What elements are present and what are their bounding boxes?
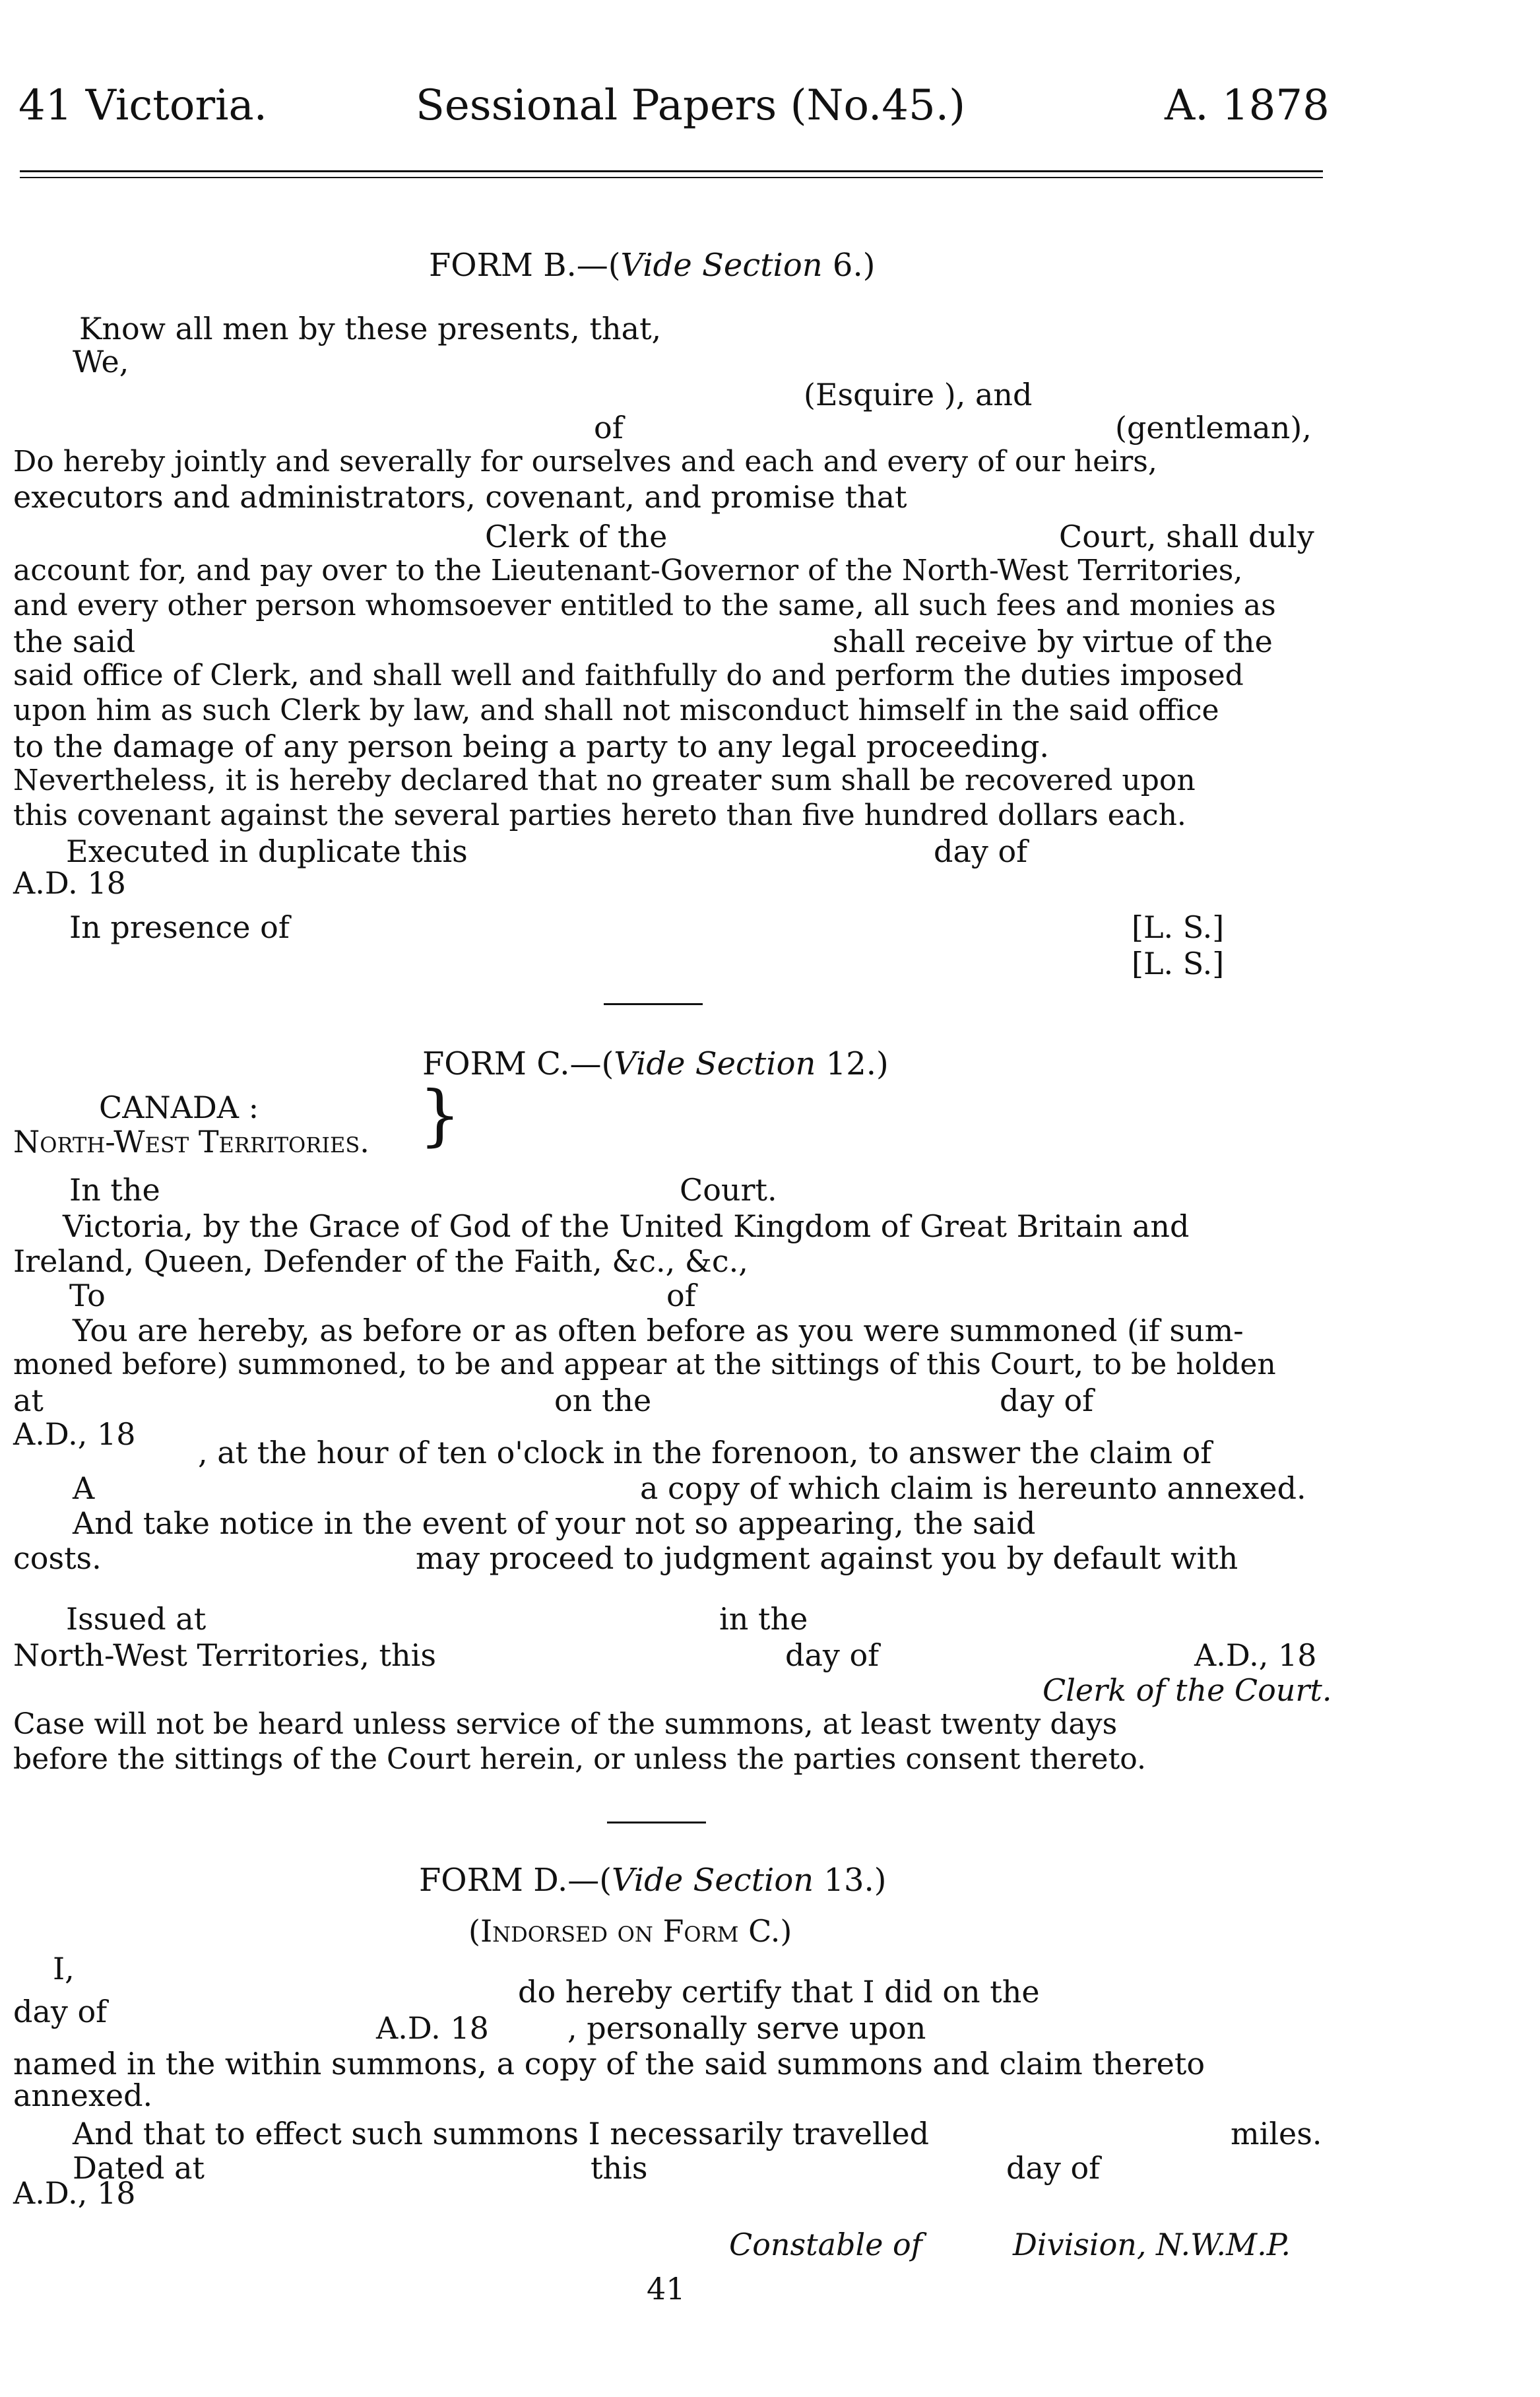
- form-c-line: North-West Territories.: [13, 1124, 369, 1160]
- header-left: 41 Victoria.: [18, 81, 267, 130]
- form-c-line: in the: [719, 1601, 808, 1637]
- form-c-title: FORM C.—(Vide Section 12.): [422, 1045, 889, 1082]
- form-c-line: To: [69, 1278, 106, 1313]
- form-c-line: North-West Territories, this: [13, 1637, 436, 1673]
- form-b-line: In presence of: [69, 909, 290, 945]
- header-rule-top: [20, 170, 1323, 172]
- form-c-line: Issued at: [66, 1601, 207, 1637]
- seal-ls-2: [L. S.]: [1132, 946, 1225, 981]
- form-b-line: to the damage of any person being a party to any legal proceeding.: [13, 729, 1050, 764]
- form-d-line: day of: [13, 1994, 108, 2029]
- form-d-line: Dated at: [73, 2150, 205, 2186]
- form-b-line: of: [594, 410, 624, 445]
- form-c-line: In the: [69, 1172, 160, 1208]
- form-c-line: , at the hour of ten o'clock in the forenoon, to answer the claim of: [198, 1435, 1212, 1470]
- form-d-signature-division: Division, N.W.M.P.: [1013, 2227, 1291, 2262]
- form-b-line: Court, shall duly: [1059, 519, 1314, 554]
- form-b-line: Nevertheless, it is hereby declared that no greater sum shall be recovered upon: [13, 764, 1196, 797]
- form-d-line: do hereby certify that I did on the: [518, 1974, 1040, 2010]
- seal-ls-1: [L. S.]: [1132, 909, 1225, 945]
- form-b-line: and every other person whomsoever entitled to the same, all such fees and monies as: [13, 589, 1276, 622]
- form-c-line: moned before) summoned, to be and appear at the sittings of this Court, to be holden: [13, 1348, 1276, 1381]
- form-d-line: (Indorsed on Form C.): [468, 1913, 792, 1949]
- form-b-title: FORM B.—(Vide Section 6.): [429, 247, 876, 284]
- form-c-line: at: [13, 1383, 44, 1418]
- form-b-line: said office of Clerk, and shall well and faithfully do and perform the duties imposed: [13, 659, 1244, 692]
- form-d-signature-constable: Constable of: [729, 2227, 922, 2262]
- form-b-line: A.D. 18: [13, 865, 126, 901]
- form-c-line: A.D., 18: [1194, 1637, 1317, 1673]
- form-b-line: shall receive by virtue of the: [833, 624, 1273, 659]
- form-d-line: And that to effect such summons I necessarily travelled: [73, 2116, 930, 2151]
- section-divider: [607, 1822, 706, 1823]
- form-c-line: day of: [1000, 1383, 1094, 1418]
- form-c-line: Victoria, by the Grace of God of the United Kingdom of Great Britain and: [63, 1208, 1190, 1244]
- form-b-line: (gentleman),: [1115, 410, 1312, 445]
- form-b-line: Clerk of the: [485, 519, 668, 554]
- form-d-line: I,: [53, 1951, 75, 1987]
- form-c-line: on the: [554, 1383, 652, 1418]
- form-c-line: costs.: [13, 1540, 102, 1576]
- form-c-line: And take notice in the event of your not so appearing, the said: [73, 1505, 1036, 1541]
- form-b-line: Know all men by these presents, that,: [79, 311, 662, 346]
- form-d-line: this: [591, 2150, 648, 2186]
- form-b-line: upon him as such Clerk by law, and shall not misconduct himself in the said office: [13, 694, 1219, 727]
- form-d-title: FORM D.—(Vide Section 13.): [419, 1862, 887, 1899]
- form-c-line: A.D., 18: [13, 1416, 136, 1452]
- form-b-line: day of: [934, 834, 1028, 869]
- form-b-line: the said: [13, 624, 136, 659]
- form-b-line: account for, and pay over to the Lieutenant-Governor of the North-West Territories,: [13, 554, 1243, 587]
- form-d-line: miles.: [1231, 2116, 1322, 2151]
- form-b-line: Executed in duplicate this: [66, 834, 468, 869]
- form-d-line: annexed.: [13, 2078, 153, 2113]
- form-c-line: day of: [785, 1637, 880, 1673]
- section-divider: [604, 1003, 703, 1005]
- form-c-line: before the sittings of the Court herein, or unless the parties consent thereto.: [13, 1742, 1146, 1776]
- form-d-line: day of: [1006, 2150, 1101, 2186]
- header-rule-bottom: [20, 177, 1323, 178]
- form-c-line: a copy of which claim is hereunto annexed.: [640, 1470, 1306, 1506]
- form-c-line: CANADA :: [99, 1090, 259, 1125]
- form-c-line: of: [666, 1278, 696, 1313]
- form-d-line: , personally serve upon: [567, 2010, 926, 2046]
- form-b-line: executors and administrators, covenant, and promise that: [13, 479, 907, 515]
- form-d-line: named in the within summons, a copy of the said summons and claim thereto: [13, 2046, 1205, 2082]
- form-b-line: (Esquire ), and: [804, 377, 1033, 412]
- form-c-line: Ireland, Queen, Defender of the Faith, &c., &c.,: [13, 1243, 748, 1279]
- form-c-line: Case will not be heard unless service of the summons, at least twenty days: [13, 1707, 1118, 1741]
- form-c-line: may proceed to judgment against you by default with: [416, 1540, 1238, 1576]
- page-number: 41: [647, 2271, 686, 2307]
- form-c-line: Court.: [680, 1172, 777, 1208]
- header-right: A. 1878: [1165, 81, 1330, 130]
- form-c-signature-line: Clerk of the Court.: [1043, 1672, 1332, 1708]
- form-b-line: Do hereby jointly and severally for ourselves and each and every of our heirs,: [13, 445, 1157, 478]
- form-b-line: this covenant against the several parties hereto than five hundred dollars each.: [13, 799, 1186, 832]
- brace: }: [419, 1076, 461, 1154]
- form-d-line: A.D., 18: [13, 2175, 136, 2211]
- form-c-line: A: [73, 1470, 95, 1506]
- form-b-line: We,: [73, 344, 129, 379]
- form-c-line: You are hereby, as before or as often before as you were summoned (if sum-: [73, 1313, 1244, 1348]
- header-center: Sessional Papers (No.45.): [416, 81, 966, 130]
- form-d-line: A.D. 18: [376, 2010, 489, 2046]
